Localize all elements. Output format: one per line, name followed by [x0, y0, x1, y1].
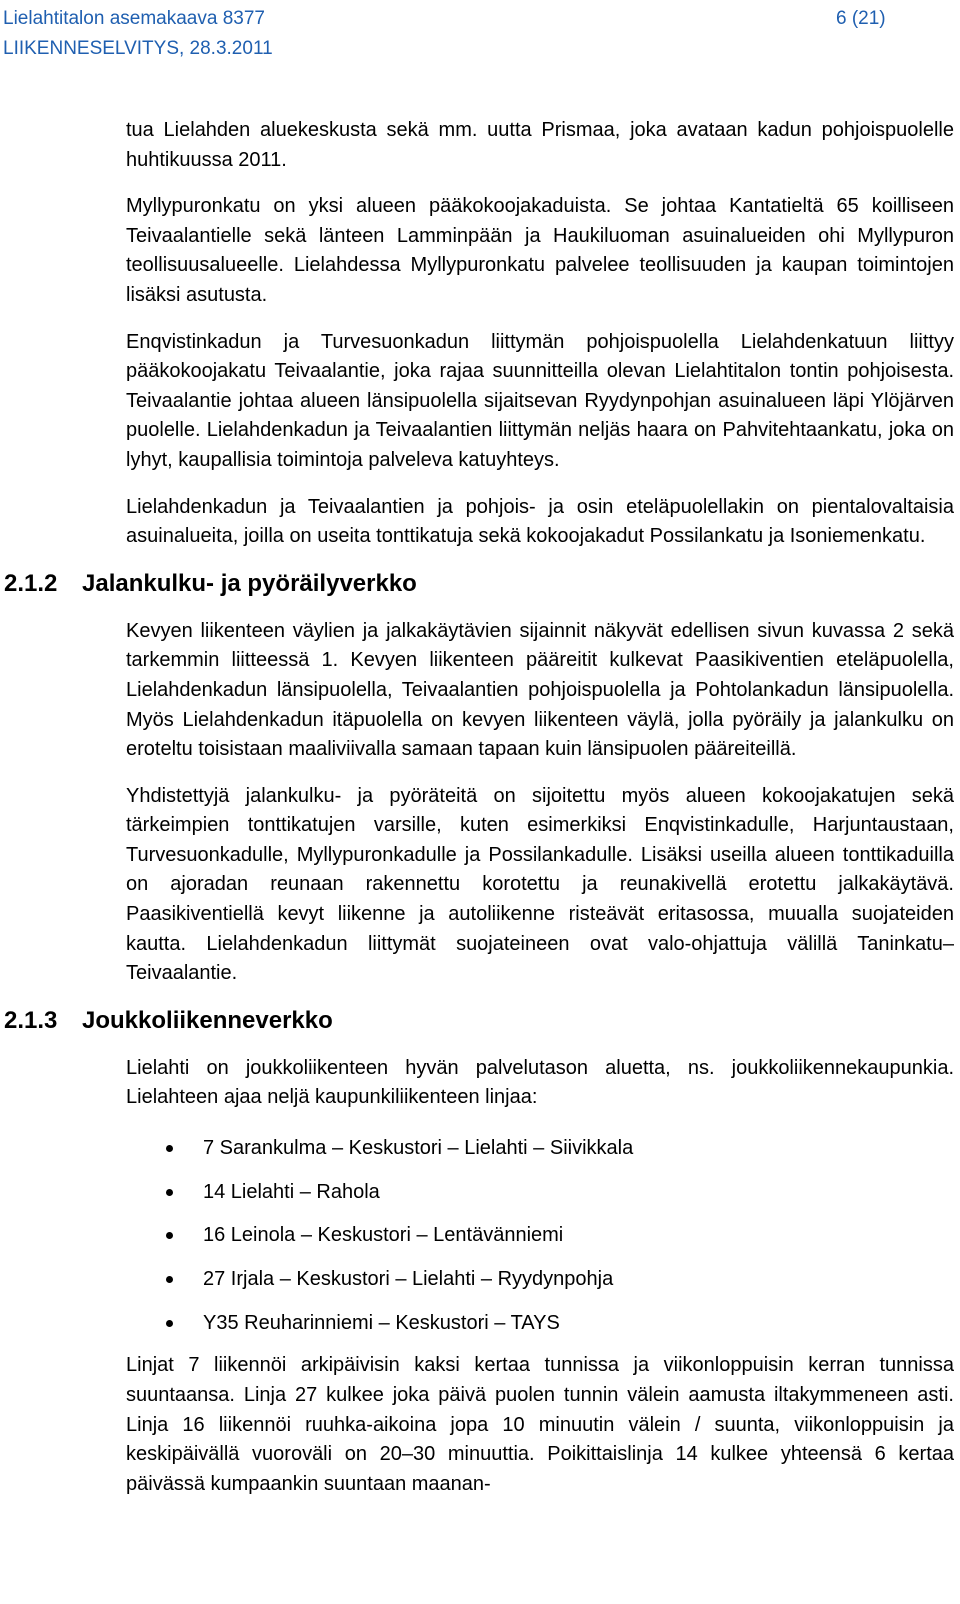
- section-heading-joukkoliikenne: [4, 1006, 954, 1036]
- bullet-icon: [166, 1276, 173, 1283]
- section-title: Joukkoliikenneverkko: [82, 1006, 333, 1034]
- route-text: 7 Sarankulma – Keskustori – Lielahti – Siivikkala: [203, 1137, 634, 1160]
- paragraph: Myllypuronkatu on yksi alueen pääkokoojakaduista. Se johtaa Kantatieltä 65 koilliseen Teivaalantielle sekä länteen Lamminpään ja Haukiluoman asuinalueiden ohi Myllypuron teollisuusalueelle. Lielahdessa Myllypuronkatu palvelee teollisuuden ja kaupan toimintojen lisäksi asutusta.: [126, 195, 954, 306]
- document-subtitle: LIIKENNESELVITYS, 28.3.2011: [3, 38, 273, 59]
- list-item: [126, 1133, 954, 1163]
- paragraph: tua Lielahden aluekeskusta sekä mm. uutta Prismaa, joka avataan kadun pohjoispuolelle huhtikuussa 2011.: [126, 119, 954, 171]
- list-item: [126, 1308, 954, 1338]
- bullet-icon: [166, 1232, 173, 1239]
- paragraph: Yhdistettyjä jalankulku- ja pyöräteitä on sijoitettu myös alueen kokoojakatujen sekä tärkeimpien tonttikatujen varsille, kuten esimerkiksi Enqvistinkadulle, Harjuntaustaan, Turvesuonkadulle, Myllypuronkadulle ja Possilankadulle. Lisäksi useilla alueen tonttikaduilla on ajoradan reunaan rakennettu korotettu ja reunakivellä erotettu jalkakäytävä. Paasikiventiellä kevyt liikenne ja autoliikenne risteävät eritasossa, muualla suojateiden kautta. Lielahdenkadun liittymät suojateineen ovat valo-ohjattuja välillä Taninkatu–Teivaalantie.: [126, 784, 954, 985]
- route-text: 16 Leinola – Keskustori – Lentävänniemi: [203, 1224, 564, 1247]
- list-item: [126, 1177, 954, 1207]
- route-text: Y35 Reuharinniemi – Keskustori – TAYS: [203, 1311, 560, 1334]
- bus-route-list: [126, 1133, 954, 1338]
- section-number: 2.1.2: [4, 569, 58, 597]
- paragraph: Lielahdenkadun ja Teivaalantien ja pohjois- ja osin eteläpuolellakin on pientalovaltaisia asuinalueita, joilla on useita tonttikatuja sekä kokoojakadut Possilankatu ja Isoniemenkatu.: [126, 495, 954, 548]
- page-number: 6 (21): [836, 8, 886, 29]
- paragraph: Linjat 7 liikennöi arkipäivisin kaksi kertaa tunnissa ja viikonloppuisin kerran tunnissa suuntaansa. Linja 27 kulkee joka päivä puolen tunnin välein aamusta iltakymmeneen asti. Linja 16 liikennöi ruuhka-aikoina jopa 10 minuutin välein / suunta, viikonloppuisin ja keskipäivällä vuoroväli on 20–30 minuuttia. Poikittaislinja 14 kulkee yhteensä 6 kertaa päivässä kumpaankin suuntaan maanan-: [126, 1354, 954, 1495]
- bullet-icon: [166, 1320, 173, 1327]
- paragraph: Lielahti on joukkoliikenteen hyvän palvelutason aluetta, ns. joukkoliikennekaupunkia. Lielahteen ajaa neljä kaupunkiliikenteen linjaa:: [126, 1056, 954, 1109]
- list-item: [126, 1264, 954, 1294]
- list-item: [126, 1220, 954, 1250]
- document-title: Lielahtitalon asemakaava 8377: [3, 8, 265, 29]
- section-number: 2.1.3: [4, 1006, 58, 1034]
- section-title: Jalankulku- ja pyöräilyverkko: [82, 569, 417, 597]
- route-text: 27 Irjala – Keskustori – Lielahti – Ryydynpohja: [203, 1268, 614, 1291]
- section-heading-jalankulku: [4, 569, 954, 599]
- paragraph: Enqvistinkadun ja Turvesuonkadun liittymän pohjoispuolella Lielahdenkatuun liittyy pääkokoojakatu Teivaalantie, joka rajaa suunnitteilla olevan Lielahtitalon tontin pohjoisesta. Teivaalantie johtaa alueen länsipuolella sijaitsevan Ryydynpohjan asuinalueen läpi Ylöjärven puolelle. Lielahdenkadun ja Teivaalantien liittymän neljäs haara on Pahvitehtaankatu, joka on lyhyt, kaupallisia toimintoja palveleva katuyhteys.: [126, 330, 954, 471]
- document-body: [4, 116, 954, 1516]
- bullet-icon: [166, 1145, 173, 1152]
- bullet-icon: [166, 1189, 173, 1196]
- route-text: 14 Lielahti – Rahola: [203, 1180, 380, 1203]
- paragraph: Kevyen liikenteen väylien ja jalkakäytävien sijainnit näkyvät edellisen sivun kuvassa 2 sekä tarkemmin liitteessä 1. Kevyen liikenteen pääreitit kulkevat Paasikiventien eteläpuolella, Lielahdenkadun länsipuolella, Teivaalantien pohjoispuolella ja Pohtolankadun länsipuolella. Myös Lielahdenkadun itäpuolella on kevyen liikenteen väylä, jolla pyöräily ja jalankulku on eroteltu toisistaan maaliviivalla samaan tapaan kuin länsipuolen pääreiteillä.: [126, 619, 954, 761]
